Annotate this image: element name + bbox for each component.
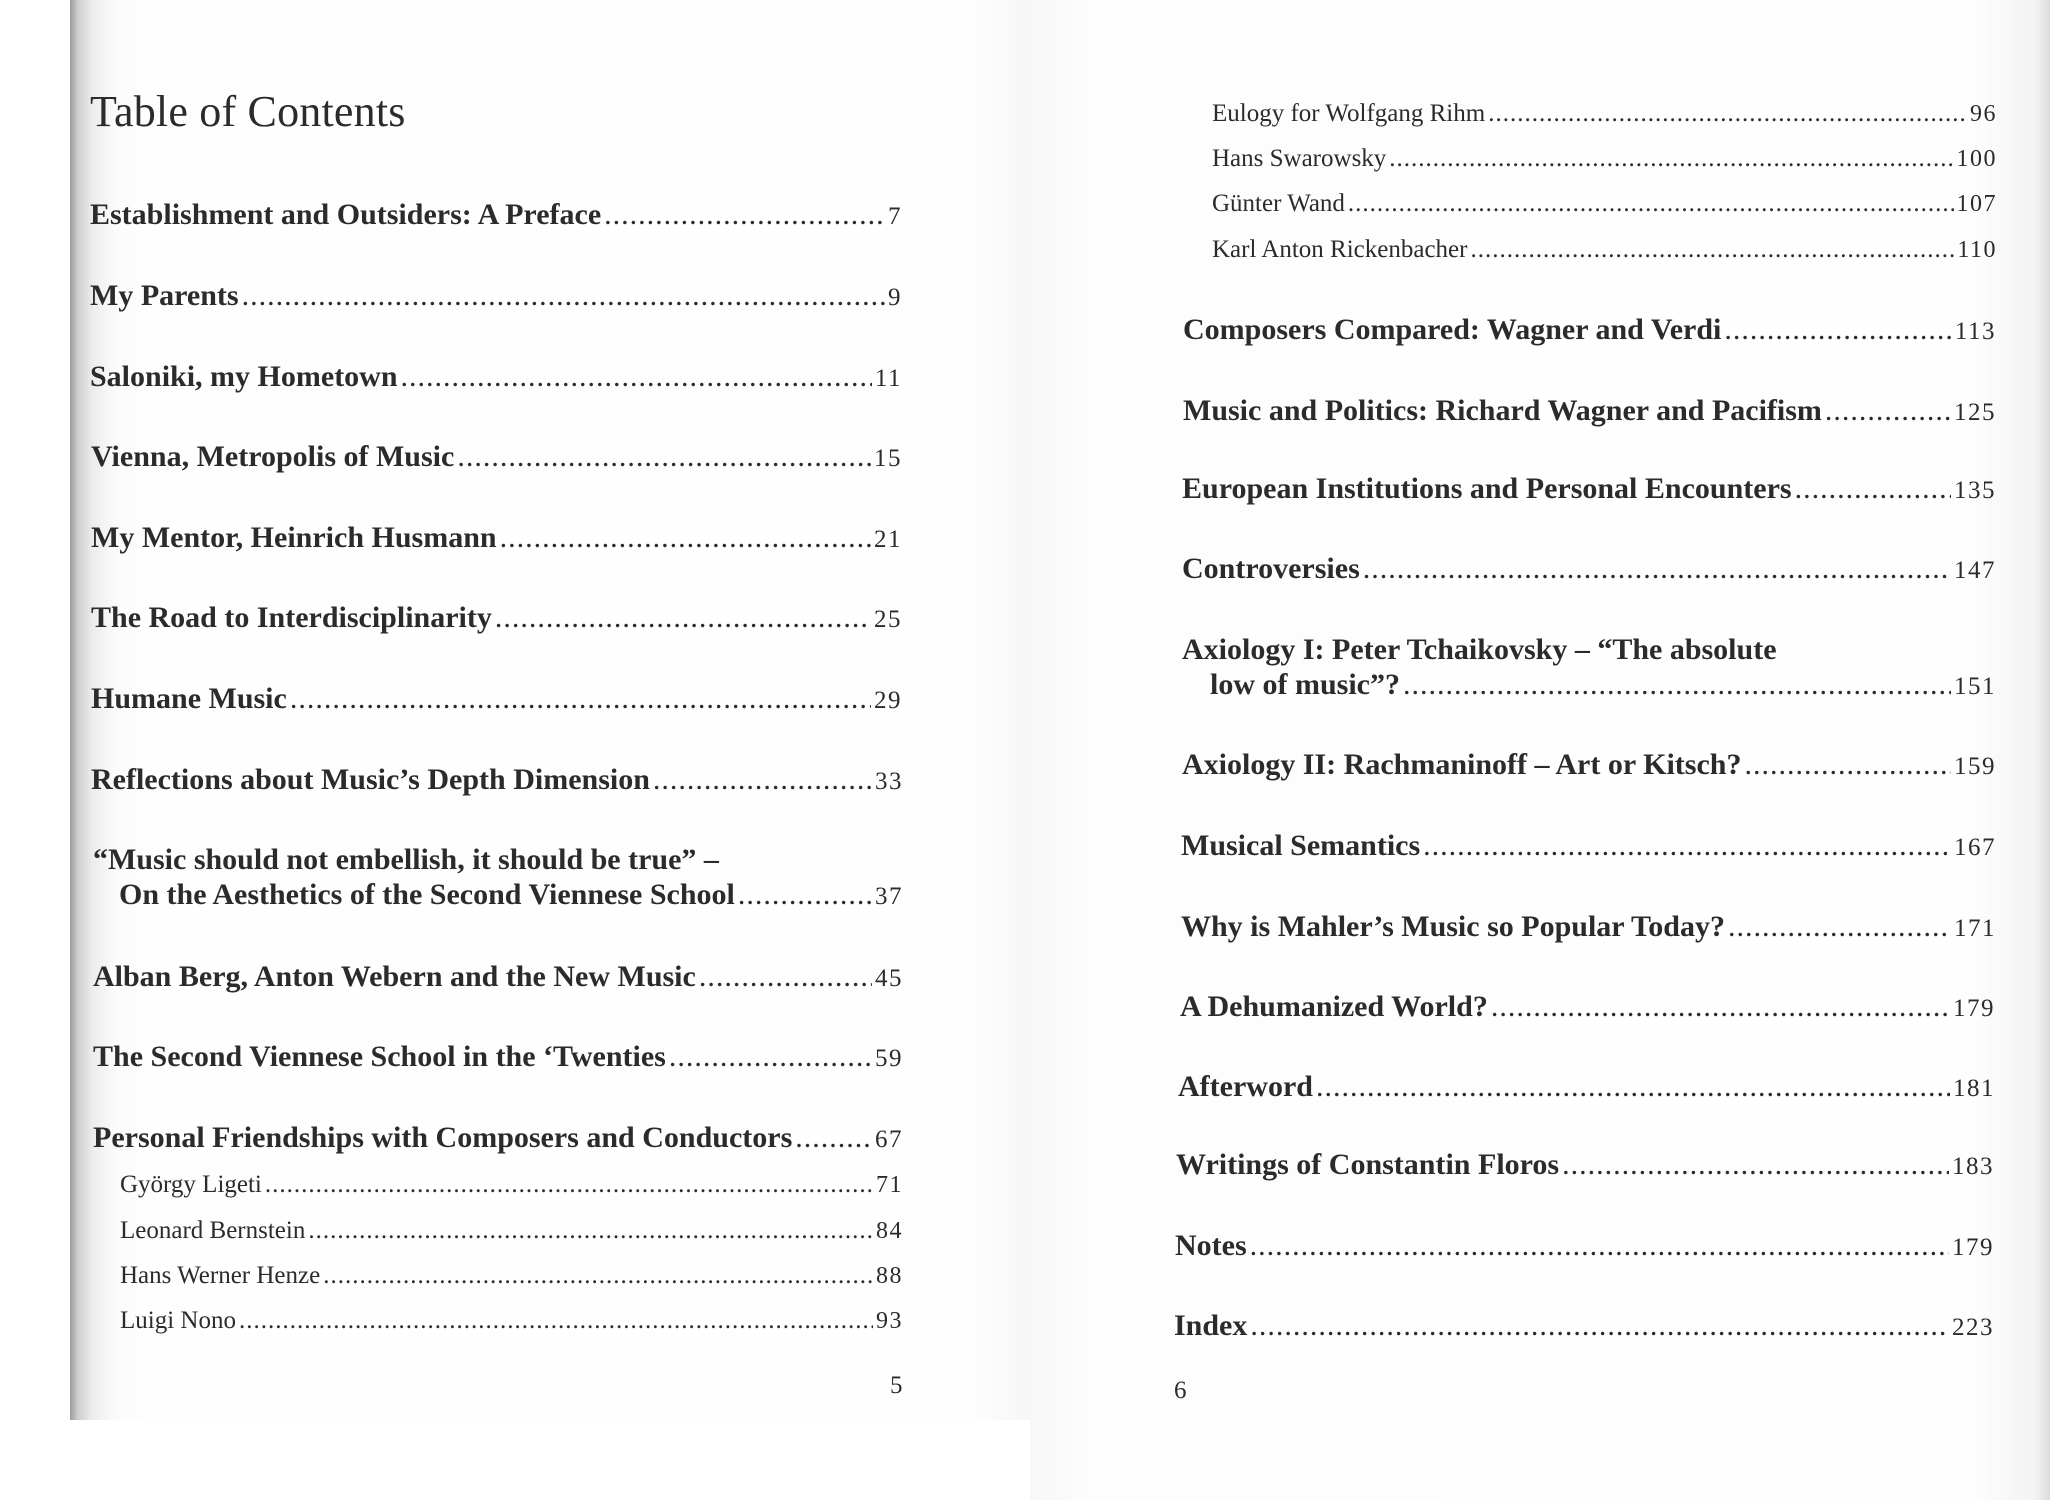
toc-entry-title-line2: low of music”? <box>1210 668 1400 701</box>
toc-entry <box>90 279 902 313</box>
dot-leader <box>1363 552 1951 586</box>
toc-entry-page: 125 <box>1954 399 1996 426</box>
toc-entry <box>93 960 903 994</box>
toc-entry <box>1183 313 1996 347</box>
toc-entry-title: Personal Friendships with Composers and Conductors <box>93 1121 793 1154</box>
toc-entry-title: Why is Mahler’s Music so Popular Today? <box>1181 910 1725 943</box>
dot-leader <box>1389 145 1953 173</box>
toc-entry <box>1178 1070 1995 1104</box>
page-number: 6 <box>1174 1377 1187 1404</box>
toc-entry-title: A Dehumanized World? <box>1180 990 1488 1023</box>
dot-leader <box>308 1217 873 1245</box>
toc-subentry <box>120 1171 903 1199</box>
dot-leader <box>495 601 871 635</box>
toc-entry-title: Establishment and Outsiders: A Preface <box>90 198 602 231</box>
toc-subentry-title: György Ligeti <box>120 1171 262 1198</box>
dot-leader <box>242 279 885 313</box>
toc-entry <box>1181 910 1996 944</box>
toc-entry-page: 181 <box>1953 1075 1995 1102</box>
toc-subentry-page: 107 <box>1956 191 1997 217</box>
dot-leader <box>1491 990 1950 1024</box>
toc-subentry <box>1212 100 1997 128</box>
toc-entry-page: 9 <box>888 284 902 311</box>
page-title: Table of Contents <box>90 87 406 136</box>
toc-entry-title: Writings of Constantin Floros <box>1176 1148 1560 1181</box>
toc-entry <box>1182 472 1996 506</box>
toc-entry-page: 113 <box>1954 318 1996 345</box>
toc-subentry-title: Hans Werner Henze <box>120 1262 321 1289</box>
toc-entry <box>91 763 903 797</box>
toc-entry-title: The Second Viennese School in the ‘Twenties <box>93 1040 666 1073</box>
toc-entry-page: 183 <box>1952 1153 1994 1180</box>
toc-entry-title: The Road to Interdisciplinarity <box>91 601 492 634</box>
toc-entry-title: Humane Music <box>91 682 287 715</box>
toc-entry-page: 29 <box>874 687 902 714</box>
toc-entry-title: Composers Compared: Wagner and Verdi <box>1183 313 1722 346</box>
dot-leader <box>1423 829 1951 863</box>
toc-entry <box>93 1121 903 1155</box>
toc-entry-page: 171 <box>1954 915 1996 942</box>
toc-entry-page: 21 <box>874 526 902 553</box>
toc-entry-title: Musical Semantics <box>1181 829 1421 862</box>
toc-entry-page: 159 <box>1954 753 1996 780</box>
dot-leader <box>1728 910 1951 944</box>
toc-entry-page: 15 <box>874 445 902 472</box>
toc-entry-title: Reflections about Music’s Depth Dimension <box>91 763 650 796</box>
toc-subentry-title: Karl Anton Rickenbacher <box>1212 236 1468 263</box>
dot-leader <box>1250 1229 1949 1263</box>
toc-entry-page: 147 <box>1954 557 1996 584</box>
toc-entry-page: 179 <box>1953 995 1995 1022</box>
toc-entry <box>1174 1309 1994 1343</box>
dot-leader <box>738 878 872 912</box>
dot-leader <box>1825 394 1951 428</box>
toc-entry-title: Notes <box>1175 1229 1247 1262</box>
dot-leader <box>401 360 872 394</box>
toc-entry-title: European Institutions and Personal Encounters <box>1182 472 1792 505</box>
toc-entry <box>1176 1148 1994 1182</box>
toc-subentry-page: 71 <box>876 1172 903 1198</box>
dot-leader <box>239 1307 873 1335</box>
toc-subentry <box>1212 190 1997 218</box>
toc-subentry-title: Eulogy for Wolfgang Rihm <box>1212 100 1486 127</box>
toc-entry-page: 59 <box>875 1045 903 1072</box>
toc-subentry-page: 110 <box>1957 237 1997 263</box>
dot-leader <box>1795 472 1951 506</box>
dot-leader <box>1562 1148 1949 1182</box>
toc-entry <box>119 878 903 912</box>
toc-entry-page: 33 <box>875 768 903 795</box>
dot-leader <box>290 682 871 716</box>
toc-entry-page: 7 <box>888 203 902 230</box>
toc-entry-page: 45 <box>875 965 903 992</box>
toc-entry-title: Controversies <box>1182 552 1360 585</box>
toc-entry-page: 151 <box>1954 673 1996 700</box>
toc-entry <box>91 521 902 555</box>
toc-subentry-title: Luigi Nono <box>120 1307 236 1334</box>
dot-leader <box>604 198 885 232</box>
dot-leader <box>500 521 871 555</box>
toc-entry-page: 179 <box>1952 1234 1994 1261</box>
dot-leader <box>653 763 872 797</box>
page-number: 5 <box>890 1372 903 1399</box>
toc-entry-title: Axiology II: Rachmaninoff – Art or Kitsch? <box>1182 748 1742 781</box>
toc-subentry-title: Leonard Bernstein <box>120 1217 306 1244</box>
dot-leader <box>669 1040 872 1074</box>
toc-entry <box>91 682 902 716</box>
toc-entry <box>1181 829 1996 863</box>
toc-subentry-page: 88 <box>876 1263 903 1289</box>
dot-leader <box>1250 1309 1949 1343</box>
dot-leader <box>457 440 871 474</box>
toc-subentry-title: Hans Swarowsky <box>1212 145 1387 172</box>
toc-entry <box>1180 990 1995 1024</box>
dot-leader <box>699 960 872 994</box>
dot-leader <box>1316 1070 1950 1104</box>
toc-entry-title: Music and Politics: Richard Wagner and Pacifism <box>1183 394 1822 427</box>
toc-entry <box>1182 748 1996 782</box>
toc-entry-page: 135 <box>1954 477 1996 504</box>
dot-leader <box>1488 100 1967 128</box>
dot-leader <box>1744 748 1951 782</box>
dot-leader <box>323 1262 873 1290</box>
scan-margin <box>0 1420 1030 1500</box>
toc-entry-page: 223 <box>1952 1314 1994 1341</box>
toc-subentry-page: 100 <box>1956 146 1997 172</box>
toc-entry-page: 11 <box>874 365 902 392</box>
toc-subentry-page: 93 <box>876 1308 903 1334</box>
toc-subentry-page: 96 <box>1970 101 1997 127</box>
toc-subentry <box>120 1307 903 1335</box>
toc-subentry <box>1212 145 1997 173</box>
toc-entry-page: 37 <box>875 883 903 910</box>
toc-entry-title: My Mentor, Heinrich Husmann <box>91 521 497 554</box>
toc-subentry <box>1212 236 1997 264</box>
toc-entry <box>91 440 902 474</box>
toc-subentry-page: 84 <box>876 1218 903 1244</box>
dot-leader <box>265 1171 873 1199</box>
toc-entry-title-line1: Axiology I: Peter Tchaikovsky – “The absolute <box>1182 633 1777 666</box>
toc-entry-title: Index <box>1174 1309 1248 1342</box>
toc-entry <box>1210 668 1996 702</box>
toc-entry-title-line1: “Music should not embellish, it should be true” – <box>93 843 719 876</box>
toc-entry <box>91 601 902 635</box>
dot-leader <box>1403 668 1951 702</box>
toc-entry <box>90 198 902 232</box>
toc-entry <box>1183 394 1996 428</box>
toc-entry-page: 67 <box>875 1126 903 1153</box>
toc-subentry <box>120 1217 903 1245</box>
toc-entry <box>1182 552 1996 586</box>
dot-leader <box>1470 236 1954 264</box>
dot-leader <box>1724 313 1952 347</box>
toc-entry-title-line2: On the Aesthetics of the Second Viennese School <box>119 878 735 911</box>
toc-subentry <box>120 1262 903 1290</box>
toc-entry <box>1175 1229 1994 1263</box>
toc-entry-title: Vienna, Metropolis of Music <box>91 440 455 473</box>
toc-entry <box>93 1040 903 1074</box>
toc-entry <box>90 360 902 394</box>
toc-entry-title: Alban Berg, Anton Webern and the New Music <box>93 960 696 993</box>
toc-subentry-title: Günter Wand <box>1212 190 1345 217</box>
toc-entry-title: Afterword <box>1178 1070 1313 1103</box>
toc-entry-page: 25 <box>874 606 902 633</box>
toc-entry-title: My Parents <box>90 279 239 312</box>
toc-entry-page: 167 <box>1954 834 1996 861</box>
dot-leader <box>795 1121 872 1155</box>
dot-leader <box>1348 190 1954 218</box>
toc-entry-title: Saloniki, my Hometown <box>90 360 398 393</box>
